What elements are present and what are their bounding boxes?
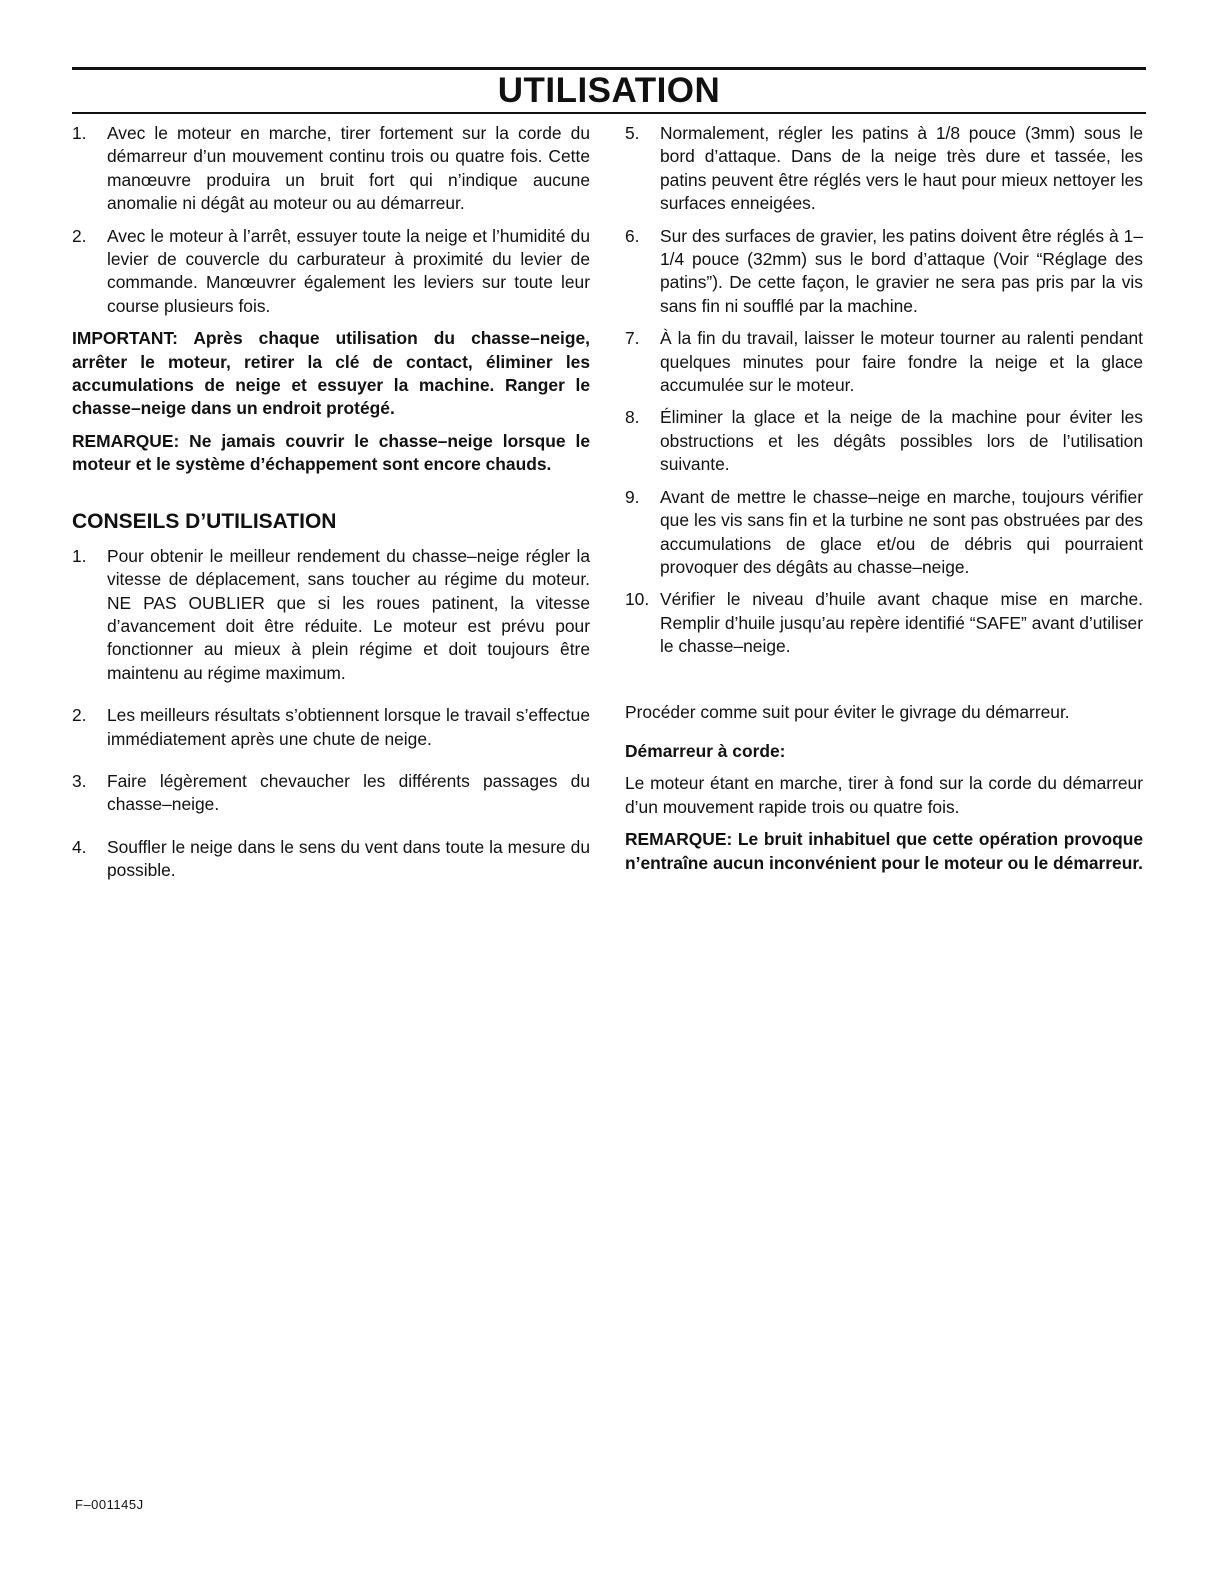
- item-number: 3.: [72, 770, 87, 791]
- item-number: 8.: [625, 407, 640, 428]
- item-number: 6.: [625, 225, 640, 246]
- list-item: [72, 545, 590, 685]
- list-item: [625, 122, 1143, 216]
- header-rule-bottom: [72, 112, 1146, 114]
- remarque-notice-right: REMARQUE: Le bruit inhabituel que cette opération provoque n’entraîne aucun inconvénient pour le moteur ou le démarreur.: [625, 829, 1143, 873]
- left-column: [72, 122, 590, 892]
- givrage-intro: Procéder comme suit pour éviter le givrage du démarreur.: [625, 701, 1070, 722]
- item-number: 1.: [72, 545, 87, 566]
- page-title: UTILISATION: [497, 71, 721, 110]
- item-number: 2.: [72, 705, 87, 726]
- list-item: [72, 836, 590, 883]
- item-text: Normalement, régler les patins à 1/8 pouce (3mm) sous le bord d’attaque. Dans de la neige très dure et tassée, les patins peuvent être réglés vers le haut pour mieux nettoyer les surfaces enneigées.: [660, 123, 1143, 214]
- item-text: Sur des surfaces de gravier, les patins doivent être réglés à 1–1/4 pouce (32mm) sus le bord d’attaque (Voir “Réglage des patins”). De cette façon, le gravier ne sera pas pris par la vis sans fin ni soufflé par la machine.: [660, 225, 1143, 316]
- item-text: Souffler le neige dans le sens du vent dans toute la mesure du possible.: [107, 836, 590, 881]
- list-item: [72, 122, 590, 216]
- list-item: [625, 486, 1143, 580]
- item-number: 1.: [72, 123, 87, 143]
- remarque-notice: REMARQUE: Ne jamais couvrir le chasse–neige lorsque le moteur et le système d’échappement sont encore chauds.: [72, 430, 590, 475]
- list-item: [625, 406, 1143, 476]
- item-text: Avant de mettre le chasse–neige en marche, toujours vérifier que les vis sans fin et la turbine ne sont pas obstruées par des accumulations de glace et/ou de débris qui pourraient provoquer des dégâts au chasse–neige.: [660, 486, 1143, 577]
- important-notice: IMPORTANT: Après chaque utilisation du chasse–neige, arrêter le moteur, retirer la clé de contact, éliminer les accumulations de neige et essuyer la machine. Ranger le chasse–neige dans un endroit protégé.: [72, 328, 590, 419]
- right-column: [625, 122, 1143, 884]
- item-text: Pour obtenir le meilleur rendement du chasse–neige régler la vitesse de déplacement, sans toucher au régime du moteur. NE PAS OUBLIER que si les roues patinent, la vitesse d’avancement doit être réduite. Le moteur est prévu pour fonctionner au mieux à plein régime et doit toujours être maintenu au régime maximum.: [107, 545, 590, 683]
- list-item: [625, 327, 1143, 397]
- list-item: [72, 704, 590, 751]
- item-number: 9.: [625, 486, 640, 507]
- demarreur-heading: Démarreur à corde:: [625, 740, 786, 761]
- item-text: Avec le moteur en marche, tirer fortement sur la corde du démarreur d’un mouvement continu trois ou quatre fois. Cette manœuvre produira un bruit fort qui n’indique aucune anomalie ni dégât au moteur ou au démarreur.: [107, 123, 590, 214]
- list-item: [625, 225, 1143, 319]
- list-item: [625, 588, 1143, 658]
- demarreur-text: Le moteur étant en marche, tirer à fond sur la corde du démarreur d’un mouvement rapide trois ou quatre fois.: [625, 773, 1143, 817]
- item-number: 7.: [625, 328, 640, 349]
- item-number: 4.: [72, 836, 87, 857]
- conseils-heading: CONSEILS D’UTILISATION: [72, 509, 337, 533]
- document-code: F–001145J: [75, 1497, 144, 1512]
- item-text: Éliminer la glace et la neige de la machine pour éviter les obstructions et les dégâts possibles lors de l’utilisation suivante.: [660, 407, 1143, 475]
- item-text: Avec le moteur à l’arrêt, essuyer toute la neige et l’humidité du levier de couvercle du carburateur à proximité du levier de commande. Manœuvrer également les leviers sur toute leur course plusieurs fois.: [107, 225, 590, 316]
- list-item: [72, 225, 590, 319]
- item-number: 10.: [625, 589, 650, 610]
- item-text: À la fin du travail, laisser le moteur tourner au ralenti pendant quelques minutes pour faire fondre la neige et la glace accumulée sur le moteur.: [660, 328, 1143, 396]
- item-text: Les meilleurs résultats s’obtiennent lorsque le travail s’effectue immédiatement après une chute de neige.: [107, 705, 590, 749]
- list-item: [72, 770, 590, 817]
- item-number: 2.: [72, 225, 87, 246]
- item-number: 5.: [625, 123, 640, 143]
- item-text: Faire légèrement chevaucher les différents passages du chasse–neige.: [107, 770, 590, 815]
- item-text: Vérifier le niveau d’huile avant chaque mise en marche. Remplir d’huile jusqu’au repère identifié “SAFE” avant d’utiliser le chasse–neige.: [660, 589, 1143, 657]
